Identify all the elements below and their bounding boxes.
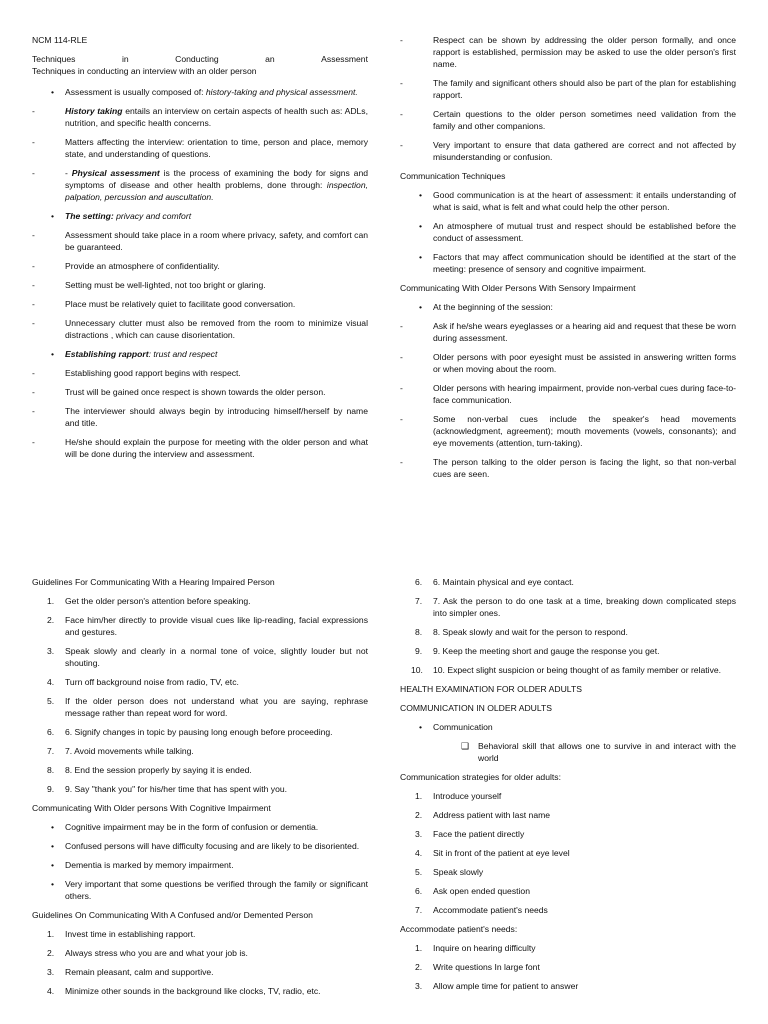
list-item xyxy=(400,413,736,449)
list-item xyxy=(400,809,736,821)
list-number: 4. xyxy=(47,677,55,687)
column-bottom-right xyxy=(400,576,736,999)
list-number: 1. xyxy=(415,943,423,953)
list-item xyxy=(400,664,736,676)
list-number: 2. xyxy=(47,948,55,958)
list-item xyxy=(400,980,736,992)
item-bold: History taking xyxy=(65,106,123,116)
list-item xyxy=(32,367,368,379)
section-heading: HEALTH EXAMINATION FOR OLDER ADULTS xyxy=(400,684,582,694)
item-text: Introduce yourself xyxy=(433,791,502,801)
item-text: 8. End the session properly by saying it is ended. xyxy=(65,765,252,775)
section-heading: Guidelines For Communicating With a Hearing Impaired Person xyxy=(32,577,275,587)
dash-marker: - xyxy=(32,406,35,416)
list-number: 1. xyxy=(47,929,55,939)
list-number: 3. xyxy=(47,646,55,656)
item-text: Address patient with last name xyxy=(433,810,551,820)
dash-marker: - xyxy=(400,457,403,467)
dash-marker: - xyxy=(32,437,35,447)
section-heading: Communication strategies for older adults: xyxy=(400,772,561,782)
list-number: 1. xyxy=(415,791,423,801)
item-text: Older persons with hearing impairment, provide non-verbal cues during face-to-face communication. xyxy=(433,383,736,405)
item-text: Allow ample time for patient to answer xyxy=(433,981,579,991)
list-number: 6. xyxy=(415,886,423,896)
list-item xyxy=(400,351,736,375)
section-heading: Communication Techniques xyxy=(400,171,506,181)
list-number: 2. xyxy=(415,810,423,820)
course-code: NCM 114-RLE xyxy=(32,35,88,45)
item-text: Minimize other sounds in the background like clocks, TV, radio, etc. xyxy=(65,986,321,996)
bullet-icon: • xyxy=(51,841,55,851)
dash-marker: - xyxy=(32,168,35,178)
bullet-icon: • xyxy=(51,211,55,221)
bullet-icon: • xyxy=(419,221,423,231)
list-item xyxy=(32,764,368,776)
list-item xyxy=(32,840,368,852)
list-item xyxy=(400,220,736,244)
list-item xyxy=(32,86,368,98)
dash-marker: - xyxy=(32,318,35,328)
item-text: The family and significant others should also be part of the plan for establishing rapport. xyxy=(433,78,736,100)
item-text: Communication xyxy=(433,722,493,732)
dash-marker: - xyxy=(400,383,403,393)
bullet-icon: • xyxy=(51,349,55,359)
list-item xyxy=(400,904,736,916)
list-number: 7. xyxy=(415,596,423,606)
list-item xyxy=(32,985,368,997)
item-text: At the beginning of the session: xyxy=(433,302,553,312)
list-item xyxy=(400,721,736,733)
item-text: Speak slowly and clearly in a normal tone of voice, slightly louder but not shouting. xyxy=(65,646,368,668)
column-top-right xyxy=(400,34,736,487)
list-number: 6. xyxy=(415,577,423,587)
item-text: Very important that some questions be verified through the family or significant others. xyxy=(65,879,368,901)
section-heading: COMMUNICATION IN OLDER ADULTS xyxy=(400,703,552,713)
list-item xyxy=(32,405,368,429)
list-item xyxy=(32,348,368,360)
item-text: Assessment should take place in a room where privacy, safety, and comfort can be guaranteed. xyxy=(65,230,368,252)
item-text: Place must be relatively quiet to facilitate good conversation. xyxy=(65,299,296,309)
list-item xyxy=(32,386,368,398)
item-text: is the process of examining the body for signs and symptoms of disease and other health problems, done through: xyxy=(65,168,369,190)
item-text: Good communication is at the heart of assessment: it entails understanding of what is said, what is felt and what could help the other person. xyxy=(433,190,736,212)
list-item xyxy=(32,676,368,688)
dash-marker: - xyxy=(32,387,35,397)
bullet-icon: • xyxy=(419,302,423,312)
item-italic: inspection, palpation, percussion and auscultation. xyxy=(65,180,368,202)
item-text: Turn off background noise from radio, TV, etc. xyxy=(65,677,239,687)
item-text: Accommodate patient's needs xyxy=(433,905,548,915)
bullet-icon: • xyxy=(419,190,423,200)
item-text: He/she should explain the purpose for meeting with the older person and what will be done during the interview and assessment. xyxy=(65,437,368,459)
list-item xyxy=(32,859,368,871)
dash-marker: - xyxy=(400,352,403,362)
dash-marker: - xyxy=(400,414,403,424)
dash-marker: - xyxy=(32,280,35,290)
bullet-icon: • xyxy=(51,860,55,870)
dash-marker: - xyxy=(400,140,403,150)
item-text: Provide an atmosphere of confidentiality. xyxy=(65,261,220,271)
item-text: Face the patient directly xyxy=(433,829,525,839)
list-item xyxy=(32,745,368,757)
list-item xyxy=(400,961,736,973)
item-text: entails an interview on certain aspects of health such as: ADLs, nutrition, and specific health concerns. xyxy=(65,106,368,128)
list-number: 7. xyxy=(415,905,423,915)
item-text: 8. Speak slowly and wait for the person to respond. xyxy=(433,627,628,637)
item-text: If the older person does not understand what you are saying, rephrase message rather than repeat word for word. xyxy=(65,696,368,718)
list-item xyxy=(32,966,368,978)
dash-marker: - xyxy=(400,321,403,331)
item-text: Cognitive impairment may be in the form of confusion or dementia. xyxy=(65,822,319,832)
item-text: Always stress who you are and what your job is. xyxy=(65,948,248,958)
list-number: 4. xyxy=(415,848,423,858)
list-item xyxy=(32,279,368,291)
list-number: 2. xyxy=(415,962,423,972)
item-text: 9. Say "thank you" for his/her time that has spent with you. xyxy=(65,784,288,794)
title-word: Assessment xyxy=(321,54,368,64)
item-text: Matters affecting the interview: orientation to time, person and place, memory state, and understanding of questions. xyxy=(65,137,368,159)
dash-marker: - xyxy=(32,137,35,147)
dash-marker: - xyxy=(32,368,35,378)
title-word: Techniques xyxy=(32,54,76,64)
item-text: Older persons with poor eyesight must be assisted in answering written forms or when moving about the room. xyxy=(433,352,736,374)
dash-marker: - xyxy=(32,106,35,116)
title-word: Conducting xyxy=(175,54,219,64)
list-number: 3. xyxy=(415,981,423,991)
item-text: Certain questions to the older person sometimes need validation from the family and other companions. xyxy=(433,109,736,131)
list-item xyxy=(400,740,736,764)
item-text: 6. Maintain physical and eye contact. xyxy=(433,577,574,587)
item-text: Establishing good rapport begins with respect. xyxy=(65,368,241,378)
list-item xyxy=(400,108,736,132)
item-text: Get the older person's attention before speaking. xyxy=(65,596,251,606)
list-item xyxy=(400,866,736,878)
list-item xyxy=(400,645,736,657)
list-number: 7. xyxy=(47,746,55,756)
item-text: Write questions In large font xyxy=(433,962,540,972)
bullet-icon: • xyxy=(51,87,55,97)
item-italic: privacy and comfort xyxy=(113,211,192,221)
item-text: Ask if he/she wears eyeglasses or a hearing aid and request that these be worn during assessment. xyxy=(433,321,736,343)
list-item xyxy=(400,251,736,275)
item-text: 7. Avoid movements while talking. xyxy=(65,746,194,756)
item-text: 10. Expect slight suspicion or being thought of as family member or relative. xyxy=(433,665,722,675)
item-bold: Physical assessment xyxy=(71,168,160,178)
list-item xyxy=(400,790,736,802)
section-heading: Accommodate patient's needs: xyxy=(400,924,518,934)
bullet-icon: • xyxy=(419,722,423,732)
list-item xyxy=(400,382,736,406)
item-text: 9. Keep the meeting short and gauge the response you get. xyxy=(433,646,660,656)
list-item xyxy=(32,726,368,738)
dash-marker: - xyxy=(400,35,403,45)
list-number: 9. xyxy=(415,646,423,656)
section-heading: Guidelines On Communicating With A Confused and/or Demented Person xyxy=(32,910,313,920)
item-text: Factors that may affect communication should be identified at the start of the meeting: presence of sensory and cognitive impairment. xyxy=(433,252,736,274)
list-item xyxy=(32,136,368,160)
item-text: 7. Ask the person to do one task at a time, breaking down complicated steps into simpler ones. xyxy=(433,596,736,618)
section-heading: Communicating With Older persons With Cognitive Impairment xyxy=(32,803,271,813)
dash-marker: - xyxy=(400,78,403,88)
item-text: Trust will be gained once respect is shown towards the older person. xyxy=(65,387,326,397)
item-text: Confused persons will have difficulty focusing and are likely to be disoriented. xyxy=(65,841,360,851)
list-item xyxy=(400,626,736,638)
item-text: An atmosphere of mutual trust and respect should be established before the conduct of assessment. xyxy=(433,221,736,243)
list-item xyxy=(400,828,736,840)
list-number: 4. xyxy=(47,986,55,996)
list-item xyxy=(400,576,736,588)
list-item xyxy=(32,783,368,795)
list-number: 3. xyxy=(47,967,55,977)
item-text: Invest time in establishing rapport. xyxy=(65,929,196,939)
item-text: 6. Signify changes in topic by pausing long enough before proceeding. xyxy=(65,727,333,737)
list-item xyxy=(32,167,368,203)
list-number: 6. xyxy=(47,727,55,737)
list-item xyxy=(32,821,368,833)
item-text: Face him/her directly to provide visual cues like lip-reading, facial expressions and gestures. xyxy=(65,615,368,637)
list-item xyxy=(32,595,368,607)
list-item xyxy=(400,942,736,954)
list-item xyxy=(32,298,368,310)
section-subtitle: Techniques in conducting an interview with an older person xyxy=(32,66,257,76)
list-item xyxy=(32,210,368,222)
list-item xyxy=(400,456,736,480)
list-item xyxy=(32,229,368,253)
item-bold: Establishing rapport xyxy=(65,349,149,359)
list-number: 5. xyxy=(47,696,55,706)
item-text: - xyxy=(65,168,72,178)
item-text: Setting must be well-lighted, not too bright or glaring. xyxy=(65,280,266,290)
list-item xyxy=(32,695,368,719)
list-number: 2. xyxy=(47,615,55,625)
dash-marker: - xyxy=(400,109,403,119)
bullet-icon: • xyxy=(51,822,55,832)
list-item xyxy=(400,595,736,619)
list-item xyxy=(32,614,368,638)
list-item xyxy=(32,645,368,669)
list-item xyxy=(400,34,736,70)
item-text: Assessment is usually composed of: xyxy=(65,87,206,97)
title-word: in xyxy=(121,54,129,64)
dash-marker: - xyxy=(32,299,35,309)
column-bottom-left xyxy=(32,576,368,1004)
list-item xyxy=(400,301,736,313)
list-item xyxy=(400,77,736,101)
item-text: The person talking to the older person is facing the light, so that non-verbal cues are seen. xyxy=(433,457,736,479)
item-text: Very important to ensure that data gathered are correct and not affected by misunderstanding or confusion. xyxy=(433,140,736,162)
list-item xyxy=(32,260,368,272)
item-text: Behavioral skill that allows one to survive in and interact with the world xyxy=(478,741,736,763)
list-number: 1. xyxy=(47,596,55,606)
column-top-left xyxy=(32,34,368,467)
item-text: Some non-verbal cues include the speaker's head movements (acknowledgment, agreement); mouth movements (vowels, consonants); and eye movements (attention, turn-taking). xyxy=(433,414,736,448)
dash-marker: - xyxy=(32,261,35,271)
item-text: Dementia is marked by memory impairment. xyxy=(65,860,234,870)
section-heading: Communicating With Older Persons With Sensory Impairment xyxy=(400,283,636,293)
bullet-icon: • xyxy=(51,879,55,889)
item-italic: history-taking and physical assessment. xyxy=(205,87,358,97)
dash-marker: - xyxy=(32,230,35,240)
section-title xyxy=(32,53,368,77)
list-number: 3. xyxy=(415,829,423,839)
list-number: 8. xyxy=(415,627,423,637)
bullet-icon: • xyxy=(419,252,423,262)
list-number: 5. xyxy=(415,867,423,877)
item-text: Speak slowly xyxy=(433,867,484,877)
list-item xyxy=(32,878,368,902)
item-text: Unnecessary clutter must also be removed from the room to minimize visual distractions , which can cause disorientation. xyxy=(65,318,368,340)
list-item xyxy=(32,317,368,341)
title-word: an xyxy=(265,54,275,64)
list-number: 8. xyxy=(47,765,55,775)
list-item xyxy=(32,436,368,460)
checkbox-square-icon: ❑ xyxy=(461,741,470,751)
list-number: 9. xyxy=(47,784,55,794)
list-item xyxy=(32,105,368,129)
list-item xyxy=(400,320,736,344)
item-italic: : trust and respect xyxy=(148,349,218,359)
item-text: Respect can be shown by addressing the older person formally, and once rapport is established, permission may be asked to use the older person's first name. xyxy=(433,35,736,69)
item-text: Sit in front of the patient at eye level xyxy=(433,848,570,858)
list-item xyxy=(400,885,736,897)
list-item xyxy=(400,847,736,859)
item-text: The interviewer should always begin by introducing himself/herself by name and title. xyxy=(65,406,368,428)
list-item xyxy=(32,947,368,959)
list-item xyxy=(32,928,368,940)
list-item xyxy=(400,189,736,213)
item-text: Remain pleasant, calm and supportive. xyxy=(65,967,214,977)
item-text: Inquire on hearing difficulty xyxy=(433,943,536,953)
item-bold: The setting: xyxy=(65,211,114,221)
list-number: 10. xyxy=(411,665,423,675)
item-text: Ask open ended question xyxy=(433,886,530,896)
list-item xyxy=(400,139,736,163)
